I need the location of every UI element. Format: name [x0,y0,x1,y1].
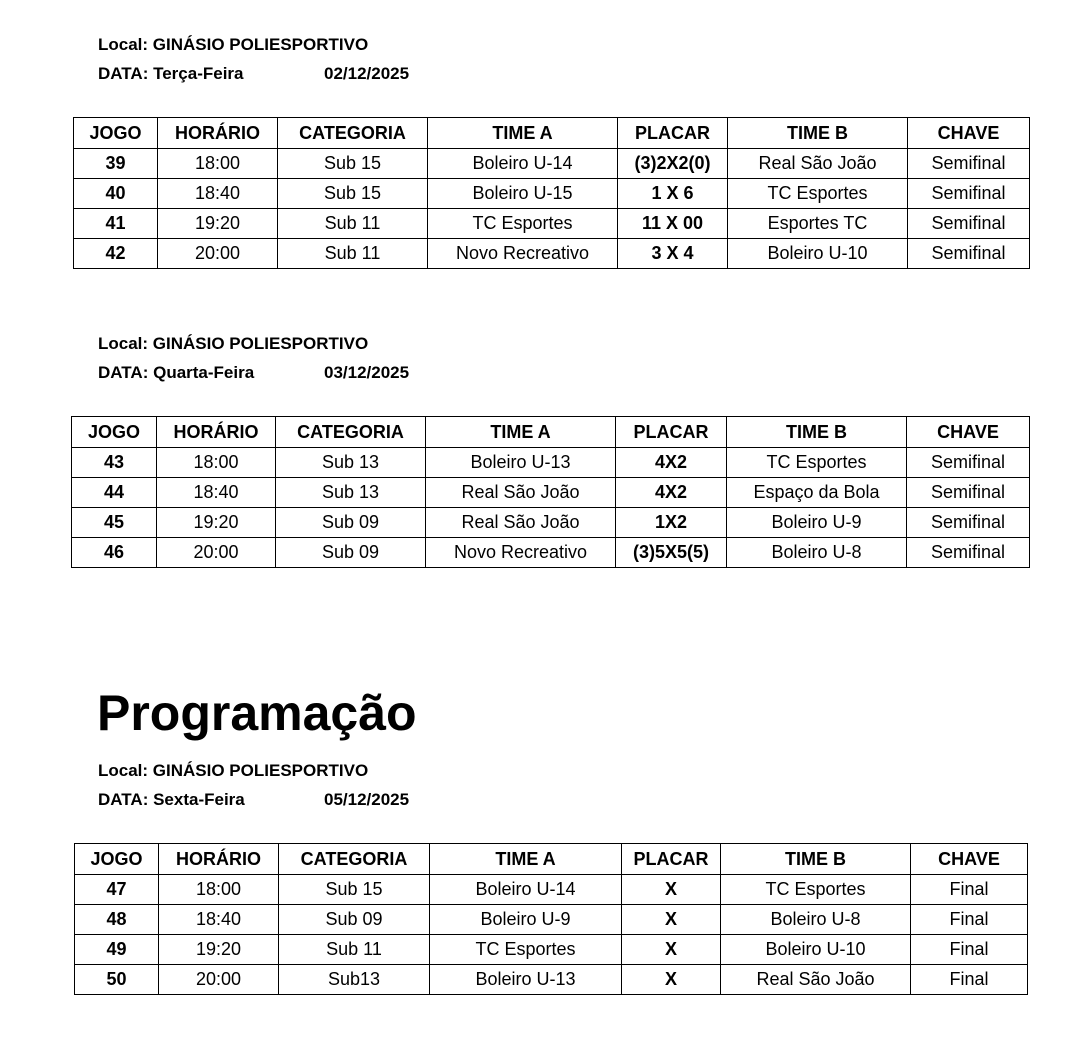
cell-jogo: 49 [75,935,159,965]
header-jogo: JOGO [75,844,159,875]
cell-jogo: 41 [74,209,158,239]
cell-jogo: 50 [75,965,159,995]
cell-placar: X [622,875,721,905]
cell-horario: 18:40 [159,905,279,935]
cell-horario: 19:20 [158,209,278,239]
table-row [75,965,1028,995]
cell-time-a: Novo Recreativo [426,538,616,568]
header-placar: PLACAR [616,417,727,448]
cell-jogo: 39 [74,149,158,179]
cell-time-b: Real São João [721,965,911,995]
weekday: Quarta-Feira [153,363,255,382]
cell-time-b: Espaço da Bola [727,478,907,508]
day3-local-line [98,761,368,781]
cell-horario: 18:00 [158,149,278,179]
cell-horario: 20:00 [157,538,276,568]
day2-schedule-table [71,416,1030,568]
cell-time-a: Boleiro U-13 [430,965,622,995]
header-chave: CHAVE [907,417,1030,448]
table-row [72,508,1030,538]
weekday: Terça-Feira [153,64,244,83]
local-value: GINÁSIO POLIESPORTIVO [152,334,369,353]
cell-categoria: Sub 15 [279,875,430,905]
day1-schedule-table [73,117,1030,269]
table-row [72,448,1030,478]
cell-jogo: 44 [72,478,157,508]
header-placar: PLACAR [618,118,728,149]
cell-horario: 18:00 [157,448,276,478]
cell-jogo: 46 [72,538,157,568]
cell-time-b: Boleiro U-9 [727,508,907,538]
cell-horario: 19:20 [157,508,276,538]
cell-placar: 11 X 00 [618,209,728,239]
table-header-row [74,118,1030,149]
cell-categoria: Sub 13 [276,478,426,508]
table-row [75,905,1028,935]
header-time-b: TIME B [727,417,907,448]
cell-time-a: Boleiro U-9 [430,905,622,935]
cell-time-b: Real São João [728,149,908,179]
cell-time-a: Real São João [426,508,616,538]
data-label: DATA: [98,790,149,809]
cell-chave: Semifinal [907,478,1030,508]
cell-categoria: Sub 09 [276,538,426,568]
cell-jogo: 43 [72,448,157,478]
cell-placar: 4X2 [616,478,727,508]
table-row [74,239,1030,269]
day3-date-line [98,790,410,810]
cell-categoria: Sub 11 [278,239,428,269]
cell-jogo: 40 [74,179,158,209]
table-header-row [72,417,1030,448]
cell-categoria: Sub 15 [278,179,428,209]
cell-categoria: Sub 09 [276,508,426,538]
table-header-row [75,844,1028,875]
cell-time-a: Boleiro U-15 [428,179,618,209]
cell-time-b: TC Esportes [727,448,907,478]
local-label: Local: [98,35,149,54]
cell-chave: Semifinal [908,179,1030,209]
header-time-a: TIME A [426,417,616,448]
cell-horario: 18:40 [158,179,278,209]
date: 03/12/2025 [324,363,410,382]
day1-local-line [98,35,368,55]
cell-horario: 19:20 [159,935,279,965]
table-row [75,935,1028,965]
table-row [74,149,1030,179]
cell-horario: 20:00 [159,965,279,995]
header-chave: CHAVE [908,118,1030,149]
cell-placar: 3 X 4 [618,239,728,269]
header-jogo: JOGO [72,417,157,448]
cell-chave: Final [911,965,1028,995]
cell-time-a: TC Esportes [428,209,618,239]
cell-time-b: Boleiro U-10 [728,239,908,269]
header-jogo: JOGO [74,118,158,149]
cell-horario: 18:40 [157,478,276,508]
cell-jogo: 48 [75,905,159,935]
header-time-a: TIME A [430,844,622,875]
date: 05/12/2025 [324,790,410,809]
cell-chave: Semifinal [907,448,1030,478]
cell-time-a: Boleiro U-13 [426,448,616,478]
cell-categoria: Sub 09 [279,905,430,935]
day2-date-line [98,363,410,383]
cell-time-b: Esportes TC [728,209,908,239]
header-categoria: CATEGORIA [278,118,428,149]
header-time-a: TIME A [428,118,618,149]
cell-chave: Semifinal [907,508,1030,538]
table-row [74,209,1030,239]
cell-horario: 20:00 [158,239,278,269]
cell-categoria: Sub13 [279,965,430,995]
cell-time-a: Boleiro U-14 [430,875,622,905]
header-time-b: TIME B [721,844,911,875]
cell-placar: 4X2 [616,448,727,478]
header-horario: HORÁRIO [159,844,279,875]
local-label: Local: [98,334,149,353]
cell-time-a: Real São João [426,478,616,508]
cell-chave: Semifinal [908,149,1030,179]
data-label: DATA: [98,64,149,83]
cell-jogo: 47 [75,875,159,905]
header-categoria: CATEGORIA [276,417,426,448]
table-row [72,538,1030,568]
cell-placar: X [622,905,721,935]
day3-schedule-table [74,843,1028,995]
cell-chave: Final [911,935,1028,965]
cell-placar: X [622,935,721,965]
cell-chave: Semifinal [907,538,1030,568]
cell-jogo: 45 [72,508,157,538]
header-horario: HORÁRIO [157,417,276,448]
cell-categoria: Sub 11 [279,935,430,965]
local-value: GINÁSIO POLIESPORTIVO [152,761,369,780]
table-row [72,478,1030,508]
data-label: DATA: [98,363,149,382]
date: 02/12/2025 [324,64,410,83]
day1-date-line [98,64,410,84]
cell-jogo: 42 [74,239,158,269]
cell-placar: 1 X 6 [618,179,728,209]
weekday: Sexta-Feira [153,790,245,809]
cell-horario: 18:00 [159,875,279,905]
header-placar: PLACAR [622,844,721,875]
table-row [75,875,1028,905]
cell-time-b: Boleiro U-10 [721,935,911,965]
day3-meta [98,761,410,810]
day1-meta [98,35,410,84]
local-value: GINÁSIO POLIESPORTIVO [152,35,369,54]
cell-placar: (3)2X2(0) [618,149,728,179]
cell-placar: X [622,965,721,995]
header-horario: HORÁRIO [158,118,278,149]
local-label: Local: [98,761,149,780]
table-row [74,179,1030,209]
cell-time-b: Boleiro U-8 [727,538,907,568]
cell-chave: Final [911,905,1028,935]
cell-categoria: Sub 13 [276,448,426,478]
cell-time-b: TC Esportes [721,875,911,905]
cell-chave: Final [911,875,1028,905]
cell-time-a: Boleiro U-14 [428,149,618,179]
header-time-b: TIME B [728,118,908,149]
cell-chave: Semifinal [908,239,1030,269]
cell-placar: (3)5X5(5) [616,538,727,568]
cell-categoria: Sub 15 [278,149,428,179]
cell-time-a: TC Esportes [430,935,622,965]
cell-time-b: TC Esportes [728,179,908,209]
cell-time-b: Boleiro U-8 [721,905,911,935]
header-categoria: CATEGORIA [279,844,430,875]
day2-local-line [98,334,368,354]
cell-placar: 1X2 [616,508,727,538]
page-title: Programação [97,685,417,741]
cell-time-a: Novo Recreativo [428,239,618,269]
day2-meta [98,334,410,383]
header-chave: CHAVE [911,844,1028,875]
cell-chave: Semifinal [908,209,1030,239]
cell-categoria: Sub 11 [278,209,428,239]
